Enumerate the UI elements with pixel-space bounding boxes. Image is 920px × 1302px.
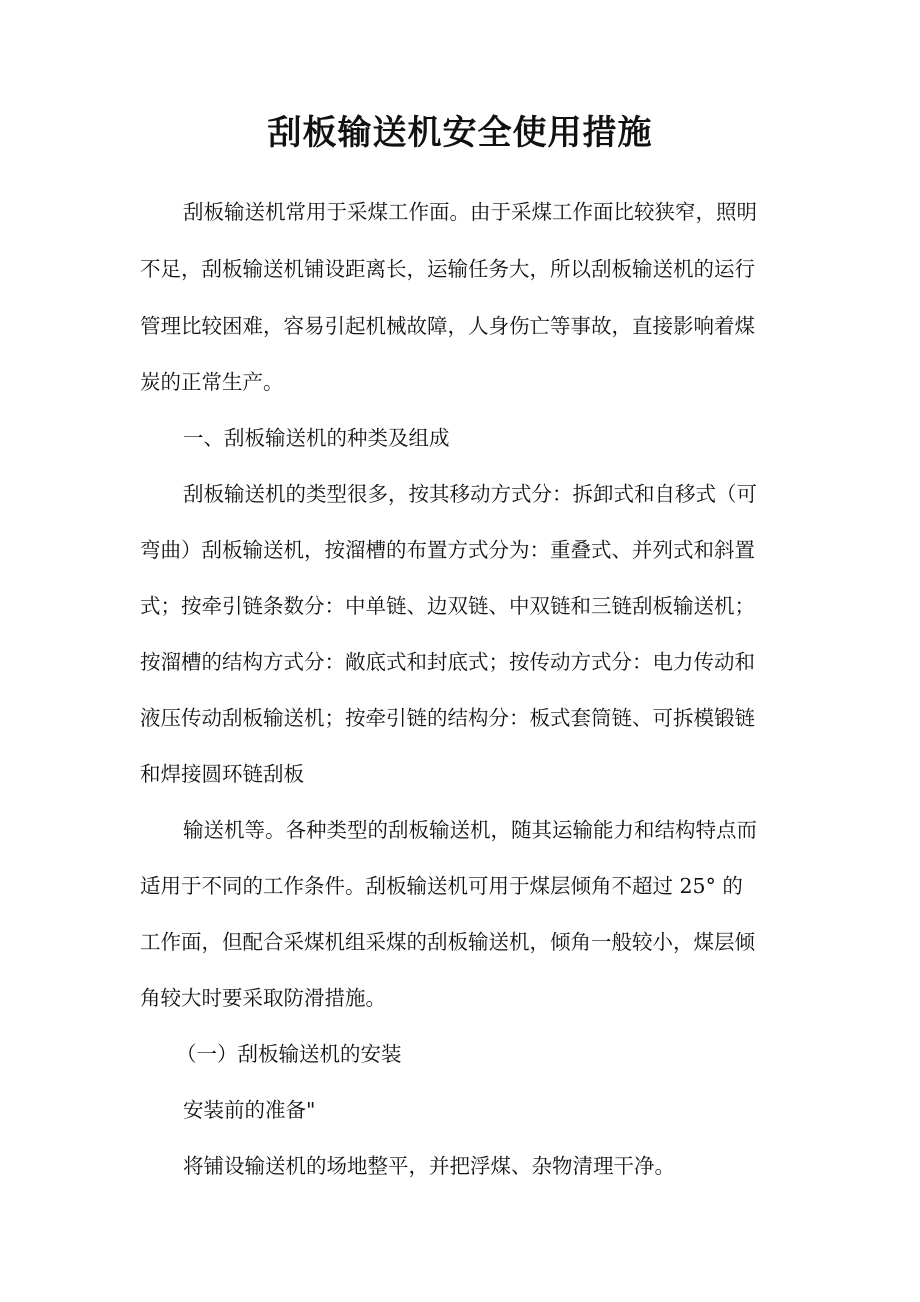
paragraph-line: 管理比较困难，容易引起机械故障，人身伤亡等事故，直接影响着煤	[140, 314, 755, 338]
paragraph-line: 不足，刮板输送机铺设距离长，运输任务大，所以刮板输送机的运行	[140, 257, 755, 281]
paragraph-line: 刮板输送机常用于采煤工作面。由于采煤工作面比较狭窄，照明	[183, 200, 757, 224]
paragraph-line: 按溜槽的结构方式分：敞底式和封底式；按传动方式分：电力传动和	[140, 650, 755, 674]
section-heading: 一、刮板输送机的种类及组成	[183, 426, 450, 450]
paragraph-line: 安装前的准备"	[183, 1098, 316, 1122]
paragraph-line: 适用于不同的工作条件。刮板输送机可用于煤层倾角不超过 25° 的	[140, 874, 743, 898]
paragraph-line: 角较大时要采取防滑措施。	[140, 986, 386, 1010]
paragraph-line: 液压传动刮板输送机；按牵引链的结构分：板式套筒链、可拆模锻链	[140, 706, 755, 730]
paragraph-line: 将铺设输送机的场地整平，并把浮煤、杂物清理干净。	[183, 1154, 675, 1178]
paragraph-line: 弯曲）刮板输送机，按溜槽的布置方式分为：重叠式、并列式和斜置	[140, 538, 755, 562]
paragraph-line: 工作面，但配合采煤机组采煤的刮板输送机，倾角一般较小，煤层倾	[140, 930, 755, 954]
document-title: 刮板输送机安全使用措施	[267, 113, 653, 153]
paragraph-line: 炭的正常生产。	[140, 370, 284, 394]
subsection-heading: （一）刮板输送机的安装	[176, 1042, 402, 1066]
paragraph-line: 式；按牵引链条数分：中单链、边双链、中双链和三链刮板输送机；	[140, 594, 755, 618]
paragraph-line: 刮板输送机的类型很多，按其移动方式分：拆卸式和自移式（可	[183, 482, 757, 506]
paragraph-line: 输送机等。各种类型的刮板输送机，随其运输能力和结构特点而	[183, 818, 757, 842]
paragraph-line: 和焊接圆环链刮板	[140, 762, 304, 786]
